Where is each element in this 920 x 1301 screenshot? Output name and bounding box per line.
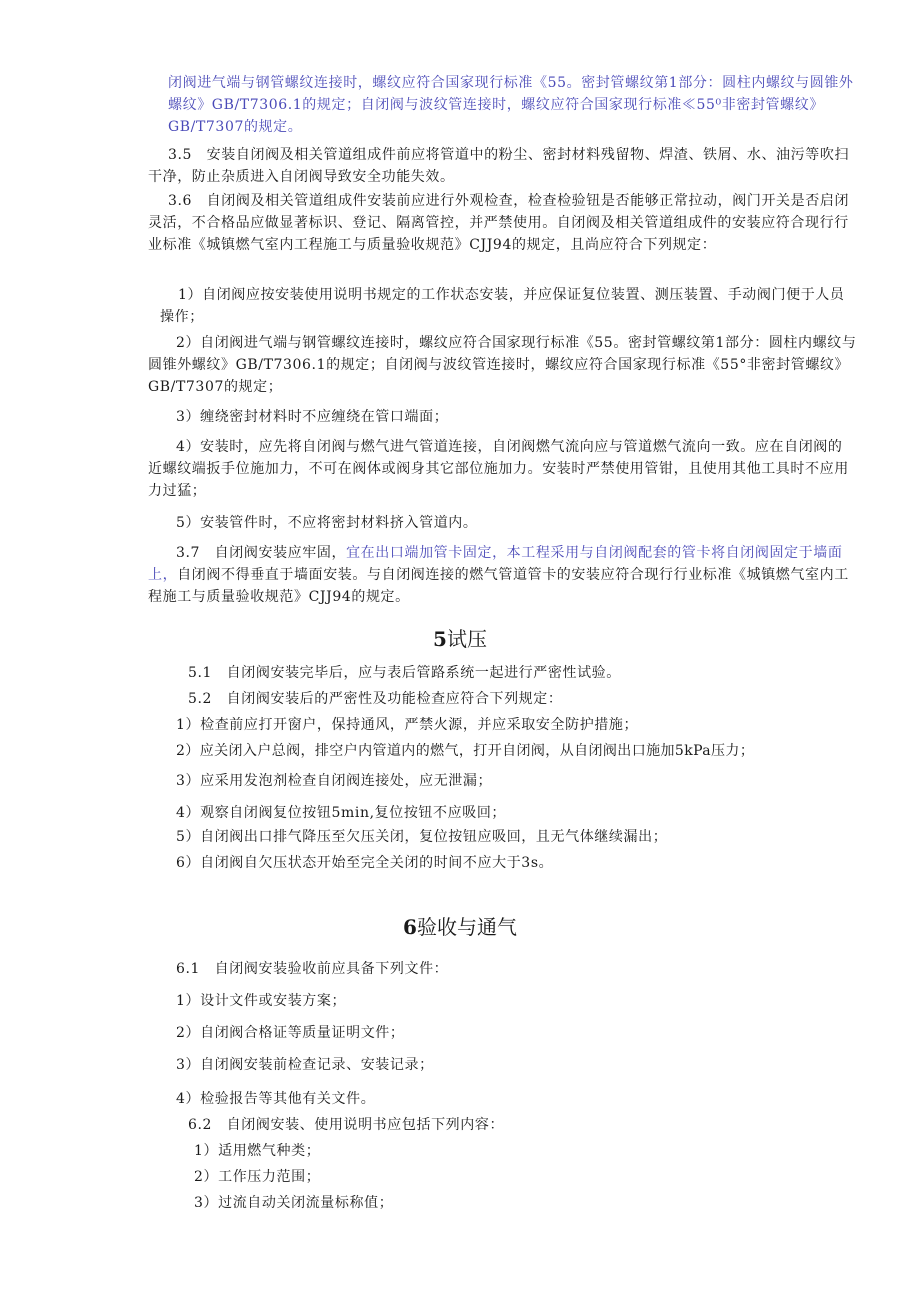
list-item-3-6-3: 3）缠绕密封材料时不应缠绕在管口端面； xyxy=(176,409,449,425)
paragraph-continuation: 闭阀进气端与钢管螺纹连接时，螺纹应符合国家现行标准《55。密封管螺纹第1部分：圆柱内螺纹与圆锥外螺纹》GB/T7306.1的规定；自闭阀与波纹管连接时，螺纹应符合国家现行标准≪55⁰非密封管螺纹》GB/T7307的规定。 xyxy=(168,75,854,135)
section-title: 试压 xyxy=(446,627,487,651)
list-item-3-6-4: 4）安装时，应先将自闭阀与燃气进气管道连接，自闭阀燃气流向应与管道燃气流向一致。应在自闭阀的近螺纹端扳手位施加力，不可在阀体或阀身其它部位施加力。安装时严禁使用管钳，且使用其他工具时不应用力过猛； xyxy=(148,439,849,499)
section-heading-5 xyxy=(0,626,920,652)
paragraph-5-1: 5.1 自闭阀安装完毕后，应与表后管路系统一起进行严密性试验。 xyxy=(188,665,621,681)
list-item-5-2-5: 5）自闭阀出口排气降压至欠压关闭，复位按钮应吸回，且无气体继续漏出； xyxy=(176,829,668,845)
section-heading-6 xyxy=(0,914,920,940)
section-number: 6 xyxy=(403,915,417,939)
section-number: 5 xyxy=(433,627,447,651)
list-item-5-2-2: 2）应关闭入户总阀，排空户内管道内的燃气，打开自闭阀，从自闭阀出口施加5kPa压力； xyxy=(176,743,755,759)
list-item-6-2-2: 2）工作压力范围； xyxy=(194,1169,321,1185)
list-item-5-2-3: 3）应采用发泡剂检查自闭阀连接处，应无泄漏； xyxy=(176,773,493,789)
paragraph-5-2: 5.2 自闭阀安装后的严密性及功能检查应符合下列规定： xyxy=(188,691,563,707)
list-item-6-1-4: 4）检验报告等其他有关文件。 xyxy=(176,1091,376,1107)
paragraph-3-7-highlight: 宜在出口端加管卡固定，本工程采用与自闭阀配套的管卡将自闭阀固定于墙面上， xyxy=(148,545,843,583)
paragraph-6-2: 6.2 自闭阀安装、使用说明书应包括下列内容： xyxy=(188,1117,505,1133)
list-item-6-2-1: 1）适用燃气种类； xyxy=(194,1143,321,1159)
list-item-5-2-4: 4）观察自闭阀复位按钮5min,复位按钮不应吸回； xyxy=(176,805,507,821)
paragraph-3-7 xyxy=(148,542,856,608)
section-title: 验收与通气 xyxy=(416,915,517,939)
paragraph-3-7-part-a: 3.7 自闭阀安装应牢固， xyxy=(176,545,347,561)
paragraph-3-7-part-c: 自闭阀不得垂直于墙面安装。与自闭阀连接的燃气管道管卡的安装应符合现行行业标准《城镇燃气室内工程施工与质量验收规范》CJJ94的规定。 xyxy=(148,567,849,605)
list-item-6-1-1: 1）设计文件或安装方案； xyxy=(176,993,347,1009)
list-item-3-6-2: 2）自闭阀进气端与钢管螺纹连接时，螺纹应符合国家现行标准《55。密封管螺纹第1部分：圆柱内螺纹与圆锥外螺纹》GB/T7306.1的规定；自闭阀与波纹管连接时，螺纹应符合国家现行标准《55°非密封管螺纹》GB/T7307的规定； xyxy=(148,335,857,395)
paragraph-3-5: 3.5 安装自闭阀及相关管道组成件前应将管道中的粉尘、密封材料残留物、焊渣、铁屑、水、油污等吹扫干净，防止杂质进入自闭阀导致安全功能失效。 xyxy=(148,147,850,185)
paragraph-3-6: 3.6 自闭阀及相关管道组成件安装前应进行外观检查，检查检验钮是否能够正常拉动，阀门开关是否启闭灵活，不合格品应做显著标识、登记、隔离管控，并严禁使用。自闭阀及相关管道组成件的安装应符合现行行业标准《城镇燃气室内工程施工与质量验收规范》CJJ94的规定，且尚应符合下列规定： xyxy=(148,193,850,253)
list-item-3-6-1: 1）自闭阀应按安装使用说明书规定的工作状态安装，并应保证复位装置、测压装置、手动阀门便于人员操作； xyxy=(160,287,845,325)
list-item-5-2-1: 1）检查前应打开窗户，保持通风，严禁火源，并应采取安全防护措施； xyxy=(176,717,639,733)
list-item-5-2-6: 6）自闭阀自欠压状态开始至完全关闭的时间不应大于3s。 xyxy=(176,855,554,871)
list-item-6-1-2: 2）自闭阀合格证等质量证明文件； xyxy=(176,1025,405,1041)
list-item-6-1-3: 3）自闭阀安装前检查记录、安装记录； xyxy=(176,1057,434,1073)
list-item-3-6-5: 5）安装管件时，不应将密封材料挤入管道内。 xyxy=(176,515,478,531)
paragraph-6-1: 6.1 自闭阀安装验收前应具备下列文件： xyxy=(176,961,449,977)
list-item-6-2-3: 3）过流自动关闭流量标称值； xyxy=(194,1195,394,1211)
